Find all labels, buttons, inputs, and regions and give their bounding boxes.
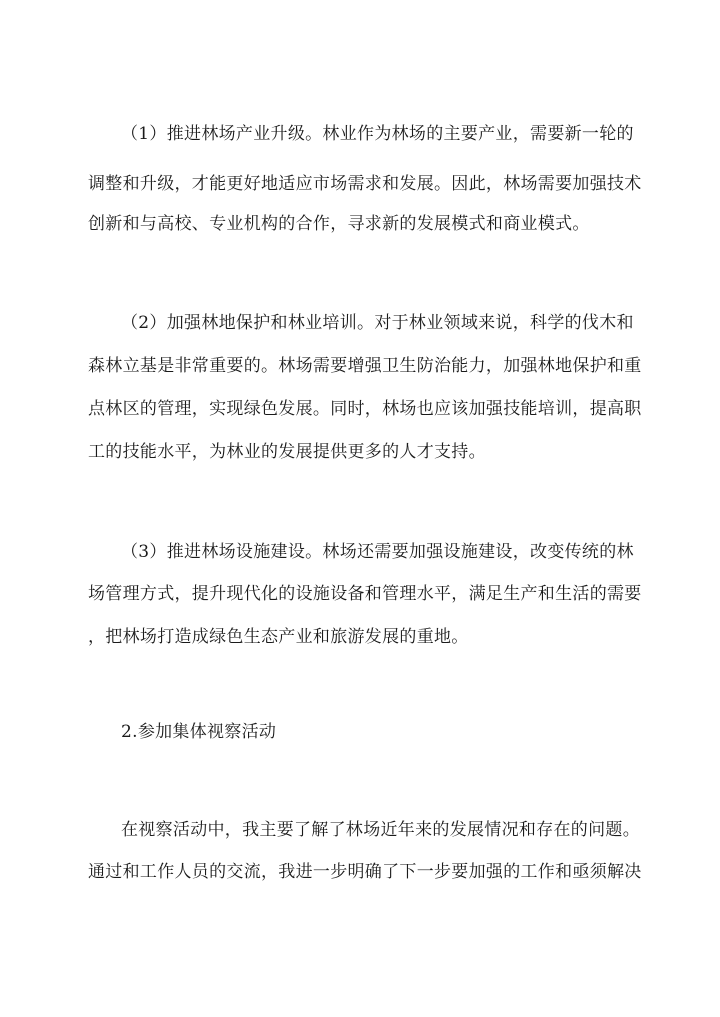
paragraph-line: 调整和升级，才能更好地适应市场需求和发展。因此，林场需要加强技术 — [88, 174, 642, 194]
paragraph-line: 在视察活动中，我主要了解了林场近年来的发展情况和存在的问题。 — [121, 820, 640, 840]
paragraph-line: 点林区的管理，实现绿色发展。同时，林场也应该加强技能培训，提高职 — [88, 399, 642, 419]
paragraph-line: 创新和与高校、专业机构的合作，寻求新的发展模式和商业模式。 — [88, 214, 590, 234]
paragraph-line: ，把林场打造成绿色生态产业和旅游发展的重地。 — [88, 627, 469, 647]
paragraph-line: 场管理方式，提升现代化的设施设备和管理水平，满足生产和生活的需要 — [88, 584, 642, 604]
section-heading: 2.参加集体视察活动 — [121, 722, 277, 742]
paragraph-line: （3）推进林场设施建设。林场还需要加强设施建设，改变传统的林 — [121, 542, 634, 562]
paragraph-line: （2）加强林地保护和林业培训。对于林业领域来说，科学的伐木和 — [121, 313, 634, 333]
paragraph-line: 森林立基是非常重要的。林场需要增强卫生防治能力，加强林地保护和重 — [88, 356, 642, 376]
paragraph-line: 工的技能水平，为林业的发展提供更多的人才支持。 — [88, 442, 486, 462]
paragraph-line: （1）推进林场产业升级。林业作为林场的主要产业，需要新一轮的 — [121, 124, 634, 144]
paragraph-line: 通过和工作人员的交流，我进一步明确了下一步要加强的工作和亟须解决 — [88, 862, 642, 882]
